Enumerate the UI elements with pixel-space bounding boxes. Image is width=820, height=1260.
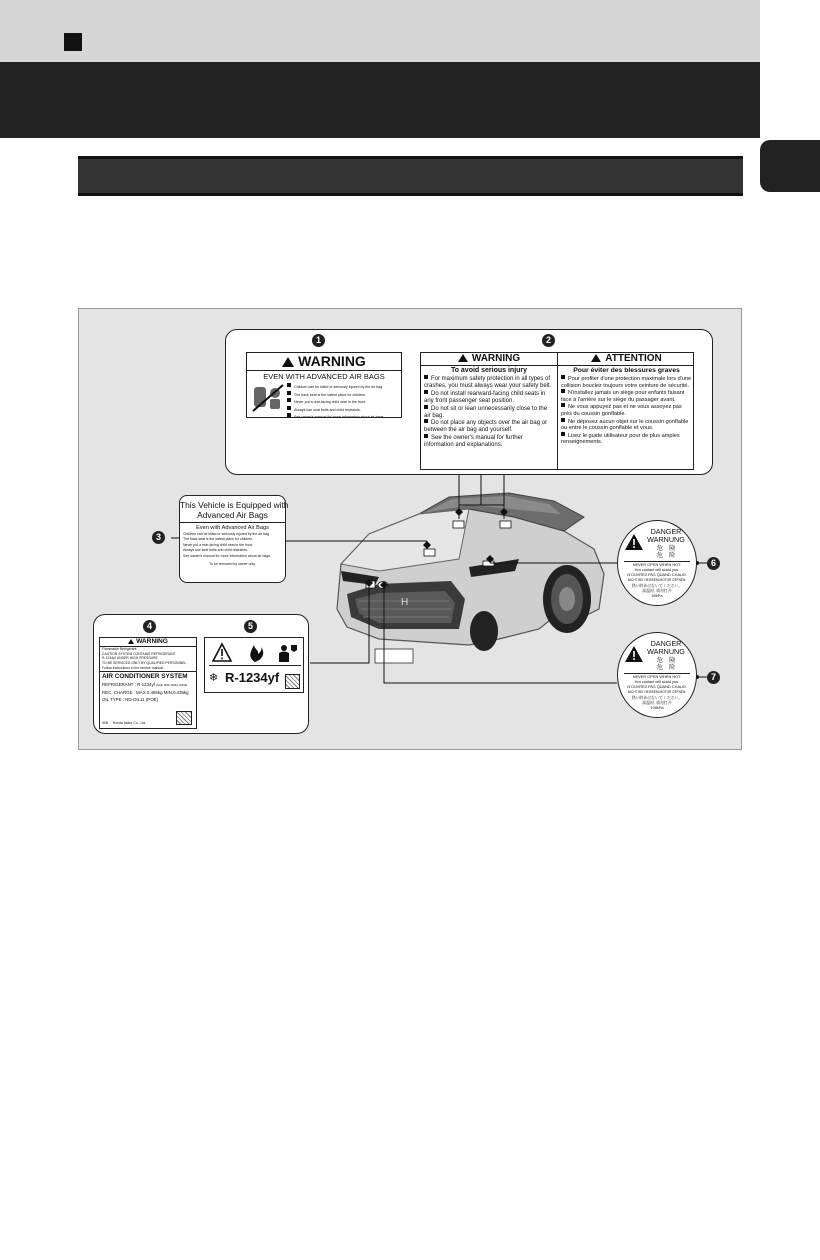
section-heading-bar: [78, 156, 743, 196]
label-6-kanji: 危 険: [656, 545, 676, 552]
label-2-fr-item-2: N'installez jamais un siège pour enfants faisant face à l'arrière sur le siège du passager avant.: [561, 390, 685, 403]
label-4-line-4: TO BE SERVICED ONLY BY QUALIFIED PERSONNEL.: [102, 661, 188, 666]
chapter-title-band: [0, 62, 760, 138]
label-4-oil: OIL TYPE : ND-OIL11 (POE): [102, 696, 159, 702]
label-7-ja: 熱い時あけないでください。: [631, 694, 683, 700]
label-6-coolant-cap: [617, 520, 697, 606]
warning-triangle-icon: [591, 354, 601, 362]
label-6-kanji-2: 危 险: [656, 552, 676, 559]
label-3-title-line-2: Advanced Air Bags: [180, 510, 285, 523]
hatch-mark-icon: [285, 674, 300, 689]
label-6-en-2: Hot coolant will scald you.: [634, 567, 680, 573]
label-7-radiator-cap: [617, 632, 697, 718]
label-location-figure: [78, 308, 742, 750]
label-6-danger: DANGER: [650, 527, 682, 536]
chapter-side-tab: [760, 140, 820, 192]
label-2-en-item-5: See the owner's manual for further information and explanations.: [424, 435, 523, 449]
label-3-footer: To be removed by owner only.: [209, 562, 256, 567]
warning-triangle-icon: [458, 354, 468, 362]
ac-labels-group: [93, 614, 309, 734]
label-1-heading: WARNING: [298, 353, 366, 369]
label-7-zh: 高温时, 请勿打开: [642, 700, 672, 706]
label-4-line-2: CAUTION SYSTEM CONTAINS REFRIGERANT: [102, 651, 176, 656]
label-7-kanji: 危 険: [656, 657, 676, 664]
label-7-de: NICHT BEI HEISSEM MOTOR ÖFFNEN.: [627, 689, 687, 694]
label-3-line-5: See owner's manual for more information about air bags.: [183, 553, 272, 558]
label-4-line-3: R-1234yf UNDER HIGH PRESSURE: [102, 656, 158, 661]
label-3-line-2: The back seat is the safest place for children.: [183, 537, 254, 542]
label-2-en-item-4: Do not place any objects over the air bag or between the air bag and yourself.: [424, 420, 548, 434]
label-7-kanji-2: 危 险: [656, 664, 676, 671]
label-3-title-line-1: This Vehicle is Equipped with: [180, 500, 289, 510]
label-1-subheading: EVEN WITH ADVANCED AIR BAGS: [263, 372, 385, 381]
label-6-zh: 高温时, 请勿打开: [642, 588, 672, 594]
label-2-fr-item-1: Pour profiter d'une protection maximale lors d'une collision bouclez toujours votre ceinture de sécurité.: [561, 376, 692, 389]
callout-number-3: 3: [152, 531, 165, 544]
label-6-warnung: WARNUNG: [647, 535, 685, 544]
header-bar: [0, 0, 760, 62]
callout-number-4: 4: [143, 620, 156, 633]
label-4-code: 50B: [102, 721, 109, 725]
callout-number-5: 5: [244, 620, 257, 633]
label-4-refrigerant: REFRIGERANT : R-1234yf: [102, 681, 155, 687]
label-1-line-2: The back seat is the safest place for children.: [294, 392, 367, 397]
label-6-pressure: 49kPa: [651, 593, 663, 599]
label-2-fr-subheading: Pour éviter des blessures graves: [573, 367, 680, 374]
label-1-line-3: Never put a rear-facing child seat in the front.: [294, 400, 366, 405]
label-3-line-3: Never put a rear-facing child seat in the front.: [183, 542, 254, 547]
label-6-fr: N'OUVREZ PAS QUAND CHAUD.: [627, 572, 687, 578]
callout-number-7: 7: [707, 671, 720, 684]
label-4-system-title: AIR CONDITIONER SYSTEM: [102, 672, 188, 680]
label-7-pressure: 108kPa: [650, 705, 664, 711]
label-4-charge: REC. CHARGE : MAX.0.485kg MIN.0.435kg: [102, 689, 189, 695]
label-1-line-4: Always use seat belts and child restraints.: [294, 407, 361, 412]
label-4-maker: Honda Motor Co., Ltd.: [112, 721, 147, 725]
callout-number-1: 1: [312, 334, 325, 347]
label-2-en-item-3: Do not sit or lean unnecessarily close to the air bag.: [424, 405, 548, 419]
hazard-symbols-icon: [209, 641, 301, 665]
label-2-fr-item-4: Ne déposez aucun objet sur le coussin gonflable ou entre le coussin gonflable et vous.: [561, 418, 689, 432]
warning-triangle-icon: [128, 639, 134, 644]
label-2-fr-item-3: Ne vous appuyez pas et ne vous assoyez pas près du coussin gonflable.: [561, 404, 682, 417]
label-2-fr-item-5: Lisez le guide utilisateur pour de plus amples renseignements.: [561, 432, 680, 446]
label-2-en-item-1: For maximum safety protection in all types of crashes, you must always wear your safety belt.: [424, 376, 552, 389]
car-illustration: [337, 493, 604, 663]
label-2-en-item-2: Do not install rearward-facing child seats in any front passenger seat position.: [424, 390, 546, 404]
airbag-labels-group: [225, 329, 713, 475]
label-3-line-4: Always use seat belts and child restraints.: [183, 548, 248, 553]
label-3-airbag-notice: [179, 495, 289, 583]
label-3-line-1: Children can be killed or seriously injured by the air bag.: [183, 532, 270, 536]
label-4-heading: WARNING: [136, 638, 168, 645]
section-marker-square: [64, 33, 82, 51]
label-7-en-2: Hot coolant will scald you.: [634, 679, 680, 685]
label-4-refrigerant-std: (SAE J639 J2842 J2843): [156, 682, 188, 687]
label-6-ja: 熱い時あけないでください。: [631, 582, 683, 588]
label-4-line-5: Follow instructions in the service manual.: [102, 665, 164, 670]
warning-triangle-icon: [282, 357, 294, 367]
label-2-en-heading: WARNING: [471, 353, 521, 364]
callout-number-6: 6: [707, 557, 720, 570]
label-1-line-5: See owner's manual for more information about air bags.: [294, 415, 385, 418]
snowflake-icon: ❄: [209, 672, 219, 684]
label-4-ac-warning: [99, 637, 197, 729]
child-seat-icon: [251, 383, 285, 413]
label-5-refrigerant: R-1234yf: [225, 670, 280, 685]
label-6-de: NICHT BEI HEISSEM MOTOR ÖFFNEN.: [627, 577, 687, 582]
label-7-fr: N'OUVREZ PAS QUAND CHAUD.: [627, 684, 687, 690]
label-5-refrigerant-symbols: [204, 637, 304, 693]
label-7-en: NEVER OPEN WHEN HOT.: [632, 674, 682, 679]
label-3-subtitle: Even with Advanced Air Bags: [196, 525, 269, 531]
label-2-fr-heading: ATTENTION: [605, 353, 662, 364]
callout-number-2: 2: [542, 334, 555, 347]
label-2-en-subheading: To avoid serious injury: [450, 367, 528, 374]
label-4-line-1: Flammable Refrigerant: [102, 647, 137, 651]
label-2-bilingual-warning: [420, 352, 694, 470]
svg-text:H: H: [401, 597, 409, 608]
label-1-line-1: Children can be killed or seriously injured by the air bag.: [294, 385, 384, 389]
label-1-airbag-warning: [246, 352, 402, 418]
hatch-mark-icon: [176, 711, 192, 725]
label-6-en: NEVER OPEN WHEN HOT.: [632, 562, 682, 567]
label-7-danger: DANGER: [650, 639, 682, 648]
label-7-warnung: WARNUNG: [647, 647, 685, 656]
